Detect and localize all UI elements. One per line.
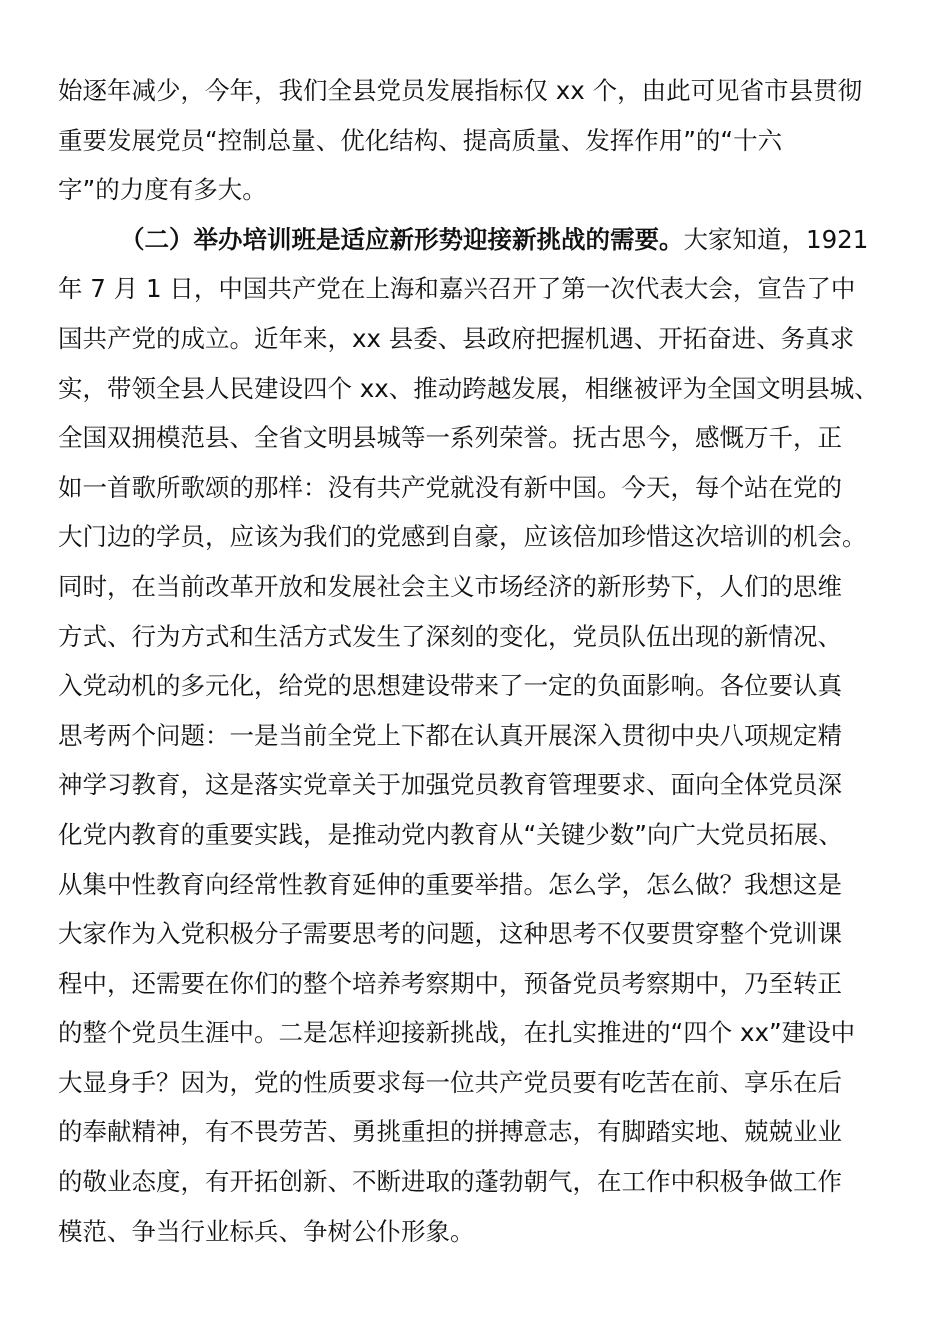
text-line: 的整个党员生涯中。二是怎样迎接新挑战，在扎实推进的“四个 xx”建设中: [58, 1018, 856, 1048]
text-line: 国共产党的成立。近年来，xx 县委、县政府把握机遇、开拓奋进、务真求: [58, 323, 855, 353]
text-line: 从集中性教育向经常性教育延伸的重要举措。怎么学，怎么做？我想这是: [58, 869, 842, 899]
text-line: 的奉献精神，有不畏劳苦、勇挑重担的拼搏意志，有脚踏实地、兢兢业业: [58, 1117, 842, 1147]
text-line: 字”的力度有多大。: [58, 175, 267, 205]
text-line: 全国双拥模范县、全省文明县城等一系列荣誉。抚古思今，感慨万千，正: [58, 423, 842, 453]
text-line: 同时，在当前改革开放和发展社会主义市场经济的新形势下，人们的思维: [58, 571, 842, 601]
text-line: 入党动机的多元化，给党的思想建设带来了一定的负面影响。各位要认真: [58, 671, 842, 701]
text-line: 思考两个问题：一是当前全党上下都在认真开展深入贯彻中央八项规定精: [58, 720, 842, 750]
text-line: 程中，还需要在你们的整个培养考察期中，预备党员考察期中，乃至转正: [58, 968, 842, 998]
text-fragment: 大家知道，1921: [683, 224, 869, 254]
text-line: 年 7 月 1 日，中国共产党在上海和嘉兴召开了第一次代表大会，宣告了中: [58, 274, 856, 304]
document-body: [58, 66, 892, 1256]
text-line: 重要发展党员“控制总量、优化结构、提高质量、发挥作用”的“十六: [58, 125, 783, 155]
text-line: 始逐年减少，今年，我们全县党员发展指标仅 xx 个，由此可见省市县贯彻: [58, 76, 863, 105]
text-line: 的敬业态度，有开拓创新、不断进取的蓬勃朝气，在工作中积极争做工作: [58, 1167, 842, 1197]
text-line: 大显身手？因为，党的性质要求每一位共产党员要有吃苦在前、享乐在后: [58, 1067, 842, 1097]
text-line: 方式、行为方式和生活方式发生了深刻的变化，党员队伍出现的新情况、: [58, 621, 842, 651]
text-line: 神学习教育，这是落实党章关于加强党员教育管理要求、面向全体党员深: [58, 770, 842, 800]
paragraph-heading-line: [58, 215, 892, 265]
text-line: 大门边的学员，应该为我们的党感到自豪，应该倍加珍惜这次培训的机会。: [58, 522, 867, 552]
text-line: 大家作为入党积极分子需要思考的问题，这种思考不仅要贯穿整个党训课: [58, 919, 842, 949]
text-line: 实，带领全县人民建设四个 xx、推动跨越发展，相继被评为全国文明县城、: [58, 373, 879, 403]
text-line: 模范、争当行业标兵、争树公仆形象。: [58, 1216, 475, 1246]
text-line: 化党内教育的重要实践，是推动党内教育从“关键少数”向广大党员拓展、: [58, 819, 843, 849]
section-heading: （二）举办培训班是适应新形势迎接新挑战的需要。: [120, 224, 684, 254]
text-line: 如一首歌所歌颂的那样：没有共产党就没有新中国。今天，每个站在党的: [58, 472, 842, 502]
